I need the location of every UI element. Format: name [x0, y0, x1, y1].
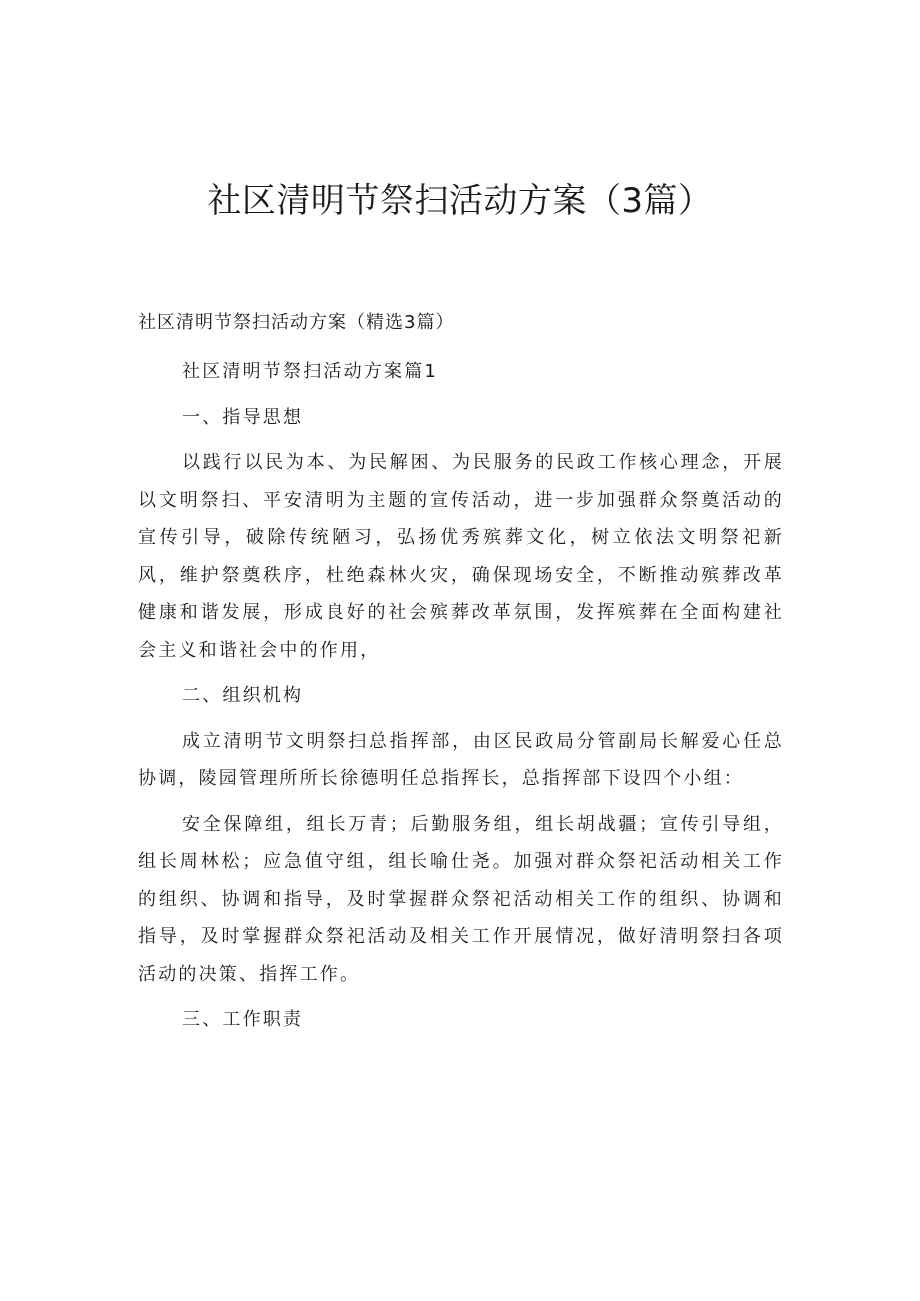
section-heading-part1: 社区清明节祭扫活动方案篇1 — [182, 361, 439, 382]
section-heading-guiding-ideology: 一、指导思想 — [182, 406, 304, 428]
paragraph-guiding-ideology: 以践行以民为本、为民解困、为民服务的民政工作核心理念，开展以文明祭扫、平安清明为主题的宣传活动，进一步加强群众祭奠活动的宣传引导，破除传统陋习，弘扬优秀殡葬文化，树立依法文明祭祀新风，维护祭奠秩序，杜绝森林火灾，确保现场安全，不断推动殡葬改革健康和谐发展，形成良好的社会殡葬改革氛围，发挥殡葬在全面构建社会主义和谐社会中的作用， — [138, 452, 784, 661]
document-body — [138, 353, 784, 1047]
paragraph-organization: 成立清明节文明祭扫总指挥部，由区民政局分管副局长解爱心任总协调，陵园管理所所长徐德明任总指挥长，总指挥部下设四个小组： — [138, 730, 784, 789]
document-subtitle: 社区清明节祭扫活动方案（精选3篇） — [138, 312, 455, 333]
document-title: 社区清明节祭扫活动方案（3篇） — [207, 180, 713, 221]
section-heading-organization: 二、组织机构 — [182, 685, 304, 706]
paragraph-groups: 安全保障组，组长万青；后勤服务组，组长胡战疆；宣传引导组，组长周林松；应急值守组，组长喻仕尧。加强对群众祭祀活动相关工作的组织、协调和指导，及时掌握群众祭祀活动相关工作的组织、协调和指导，及时掌握群众祭祀活动及相关工作开展情况，做好清明祭扫各项活动的决策、指挥工作。 — [138, 813, 784, 985]
section-heading-responsibilities: 三、工作职责 — [182, 1009, 304, 1030]
